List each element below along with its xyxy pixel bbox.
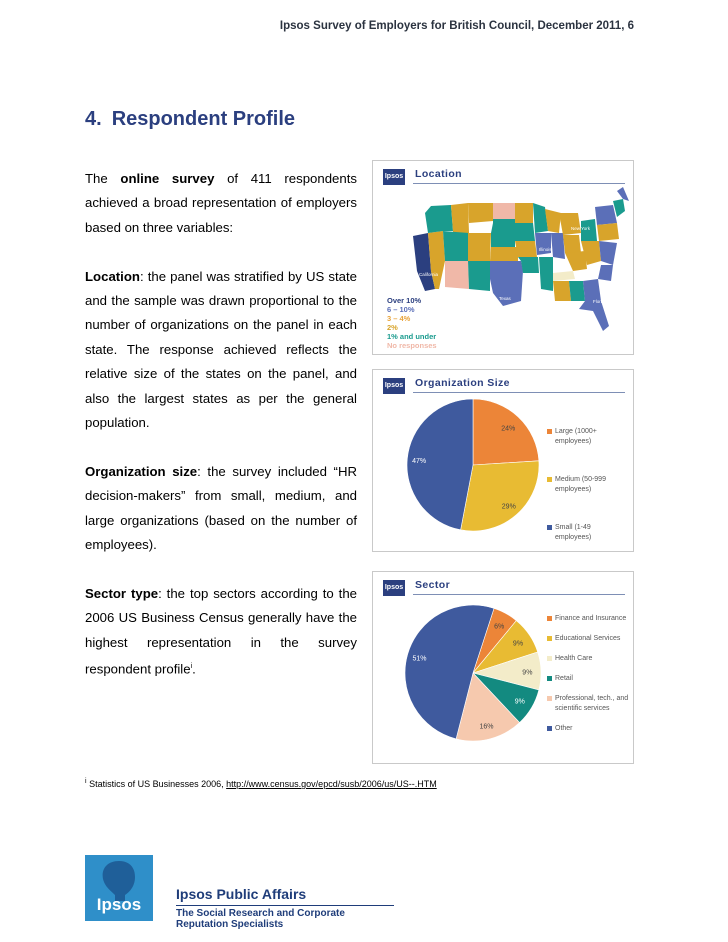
sector-text: : the top sectors according to the 2006 US Business Census generally have the highest representation in the survey respondent profile: [85, 585, 357, 677]
legend-swatch: [547, 429, 552, 434]
orgsize-paragraph: [85, 460, 357, 558]
sector-paragraph: [85, 582, 357, 682]
map-legend-item: Over 10%: [387, 296, 422, 305]
map-legend-item: No responses: [387, 341, 437, 350]
legend-item: [547, 475, 627, 495]
state-label-ny: New York: [571, 226, 591, 231]
section-heading: [85, 108, 295, 131]
legend-swatch: [547, 616, 552, 621]
pie-slice: [461, 461, 539, 531]
map-legend-item: 1% and under: [387, 332, 437, 341]
map-legend-item: 3 – 4%: [387, 314, 411, 323]
legend-label: Retail: [555, 675, 573, 682]
body-text: [85, 167, 357, 706]
pie-data-label: 24%: [501, 425, 516, 433]
sector-legend: [547, 614, 629, 744]
map-legend-item: 6 – 10%: [387, 305, 415, 314]
legend-label: Health Care: [555, 655, 593, 662]
location-panel: [372, 160, 634, 355]
census-link[interactable]: http://www.census.gov/epcd/susb/2006/us/US--.HTM: [226, 779, 437, 789]
footer-tagline: The Social Research and Corporate Reputation Specialists: [176, 905, 394, 930]
location-title: Location: [415, 168, 462, 180]
sector-end: .: [192, 661, 196, 677]
footnote-marker: i: [85, 778, 87, 785]
sector-title: Sector: [415, 579, 451, 591]
legend-label: Other: [555, 725, 573, 732]
legend-label: Educational Services: [555, 635, 621, 642]
map-legend-item: 2%: [387, 323, 398, 332]
intro-text-1: The: [85, 171, 121, 186]
legend-swatch: [547, 636, 552, 641]
orgsize-legend: [547, 427, 627, 571]
section-title: Respondent Profile: [111, 108, 296, 130]
legend-item: [547, 694, 629, 714]
page-header: Ipsos Survey of Employers for British Council, December 2011, 6: [279, 20, 634, 32]
section-number: 4.: [85, 108, 102, 130]
legend-item: [547, 724, 629, 734]
pie-data-label: 29%: [501, 503, 516, 511]
legend-swatch: [547, 726, 552, 731]
legend-item: [547, 523, 627, 543]
sector-panel: [372, 571, 634, 764]
pie-data-label: 16%: [479, 723, 494, 731]
legend-label: Medium (50-999 employees): [555, 476, 606, 493]
ipsos-logo: Ipsos: [383, 580, 405, 596]
legend-item: [547, 614, 629, 624]
location-paragraph: [85, 265, 357, 436]
legend-swatch: [547, 477, 552, 482]
intro-bold: online survey: [120, 171, 215, 186]
legend-label: Professional, tech., and scientific services: [555, 695, 629, 712]
orgsize-label: Organization size: [85, 463, 198, 479]
sector-label: Sector type: [85, 585, 159, 601]
ipsos-footer-logo: [85, 855, 153, 921]
state-label-fl: Florida: [593, 299, 607, 304]
intro-text-2: of 411 respondents achieved a broad representation of employers based on three variables:: [85, 171, 357, 235]
map-legend: [387, 296, 437, 350]
footnote-ref[interactable]: i: [190, 663, 193, 671]
legend-item: [547, 427, 627, 447]
ipsos-logo: Ipsos: [383, 169, 405, 185]
pie-data-label: 9%: [522, 669, 533, 677]
location-text: : the panel was stratified by US state and the sample was drawn proportional to the number of organizations on the panel in each state. The response achieved reflects the relative size of the states on the panel, and also the largest states as per the general population.: [85, 268, 357, 431]
pie-data-label: 51%: [412, 655, 427, 663]
legend-swatch: [547, 656, 552, 661]
orgsize-text: : the survey included “HR decision-makers” from small, medium, and large organizations (based on the number of employees).: [85, 463, 357, 553]
legend-item: [547, 674, 629, 684]
legend-label: Small (1-49 employees): [555, 524, 592, 541]
state-label-ca: California: [419, 272, 439, 277]
location-label: Location: [85, 268, 140, 284]
legend-swatch: [547, 676, 552, 681]
legend-swatch: [547, 525, 552, 530]
state-label-il: Illinois: [539, 247, 552, 252]
pie-data-label: 9%: [514, 698, 525, 706]
ipsos-logo: Ipsos: [383, 378, 405, 394]
orgsize-title: Organization Size: [415, 377, 510, 389]
legend-item: [547, 634, 629, 644]
legend-label: Large (1000+ employees): [555, 428, 597, 445]
footnote-text: Statistics of US Businesses 2006,: [86, 779, 227, 789]
pie-data-label: 47%: [412, 457, 427, 465]
state-label-tx: Texas: [499, 296, 511, 301]
orgsize-panel: [372, 369, 634, 552]
footer-brand: Ipsos Public Affairs: [176, 886, 307, 902]
pie-data-label: 9%: [512, 640, 524, 648]
legend-swatch: [547, 696, 552, 701]
pie-data-label: 6%: [494, 623, 505, 631]
intro-paragraph: [85, 167, 357, 240]
footer-logo-text: Ipsos: [96, 895, 142, 914]
footnote: [85, 778, 437, 789]
legend-item: [547, 654, 629, 664]
legend-label: Finance and Insurance: [555, 615, 627, 622]
map-states: [413, 187, 629, 331]
